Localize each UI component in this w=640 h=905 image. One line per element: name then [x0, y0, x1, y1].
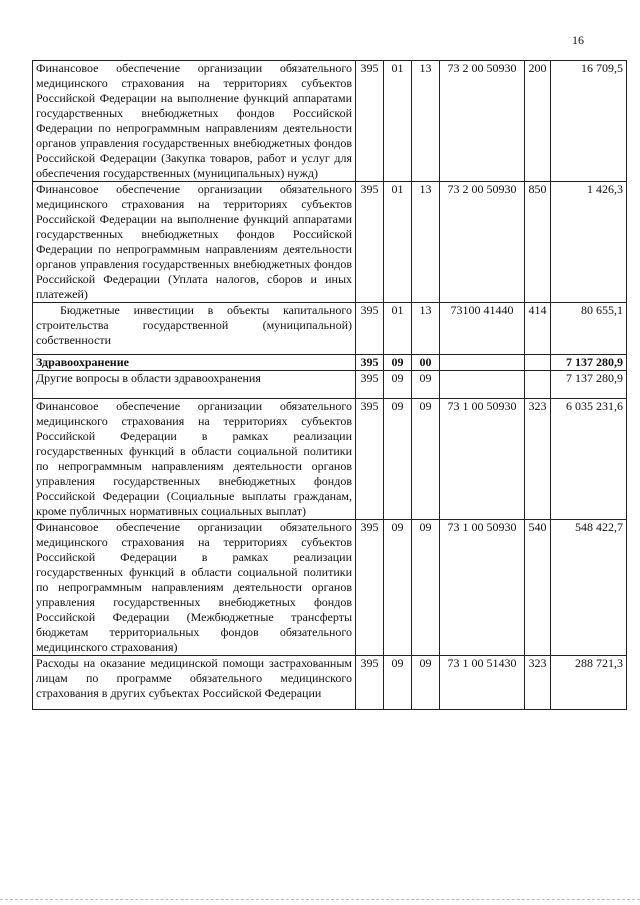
row-target: 73 1 00 50930 — [440, 520, 525, 656]
row-subsection: 13 — [412, 182, 440, 303]
row-code: 395 — [356, 355, 384, 371]
row-name: Финансовое обеспечение организации обязательного медицинского страхования на территориях субъектов Российской Федерации на выполнение функций аппаратами государственных внебюджетных фондов Российской Федерации по непрограммным направлениям деятельности органов управления государственных внебюджетных фондов Российской Федерации (Уплата налогов, сборов и иных платежей) — [33, 182, 356, 303]
row-name: Расходы на оказание медицинской помощи застрахованным лицам по программе обязательного медицинского страхования в других субъектах Российской Федерации — [33, 656, 356, 710]
page-number: 16 — [572, 33, 584, 47]
row-name: Финансовое обеспечение организации обязательного медицинского страхования на территориях субъектов Российской Федерации на выполнение функций аппаратами государственных внебюджетных фондов Российской Федерации по непрограммным направлениям деятельности органов управления государственных внебюджетных фондов Российской Федерации (Закупка товаров, работ и услуг для обеспечения государственных (муниципальных) нужд) — [33, 61, 356, 182]
row-subsection: 09 — [412, 399, 440, 520]
row-code: 395 — [356, 182, 384, 303]
row-section: 01 — [384, 182, 412, 303]
table-row — [33, 520, 627, 656]
row-name: Финансовое обеспечение организации обязательного медицинского страхования на территориях субъектов Российской Федерации в рамках реализации государственных функций в области социальной политики по непрограммным направлениям деятельности органов управления государственных внебюджетных фондов Российской Федерации (Межбюджетные трансферты бюджетам территориальных фондов обязательного медицинского страхования) — [33, 520, 356, 656]
row-expense-type — [525, 371, 551, 399]
row-expense-type: 200 — [525, 61, 551, 182]
table-row — [33, 656, 627, 710]
row-subsection: 00 — [412, 355, 440, 371]
row-name: Другие вопросы в области здравоохранения — [33, 371, 356, 399]
row-expense-type: 850 — [525, 182, 551, 303]
row-sum: 7 137 280,9 — [551, 371, 627, 399]
row-section: 01 — [384, 61, 412, 182]
table-row — [33, 371, 627, 399]
row-code: 395 — [356, 371, 384, 399]
row-expense-type: 540 — [525, 520, 551, 656]
row-target — [440, 355, 525, 371]
table-row — [33, 303, 627, 355]
row-section: 09 — [384, 371, 412, 399]
row-target — [440, 371, 525, 399]
row-target: 73 1 00 51430 — [440, 656, 525, 710]
row-subsection: 09 — [412, 520, 440, 656]
table-row — [33, 61, 627, 182]
budget-table — [32, 60, 627, 710]
row-expense-type — [525, 355, 551, 371]
row-expense-type: 323 — [525, 656, 551, 710]
row-subsection: 09 — [412, 371, 440, 399]
row-code: 395 — [356, 520, 384, 656]
row-section: 09 — [384, 399, 412, 520]
row-sum: 6 035 231,6 — [551, 399, 627, 520]
row-expense-type: 414 — [525, 303, 551, 355]
row-target: 73 2 00 50930 — [440, 182, 525, 303]
row-sum: 80 655,1 — [551, 303, 627, 355]
row-target: 73 1 00 50930 — [440, 399, 525, 520]
row-section: 09 — [384, 355, 412, 371]
row-name: Здравоохранение — [33, 355, 356, 371]
row-name: Бюджетные инвестиции в объекты капитального строительства государственной (муниципальной) собственности — [33, 303, 356, 355]
row-sum: 548 422,7 — [551, 520, 627, 656]
row-target: 73100 41440 — [440, 303, 525, 355]
scan-edge-marks — [0, 899, 640, 903]
row-sum: 7 137 280,9 — [551, 355, 627, 371]
row-code: 395 — [356, 303, 384, 355]
row-code: 395 — [356, 399, 384, 520]
row-sum: 16 709,5 — [551, 61, 627, 182]
row-section: 09 — [384, 656, 412, 710]
row-section: 09 — [384, 520, 412, 656]
row-code: 395 — [356, 61, 384, 182]
row-name: Финансовое обеспечение организации обязательного медицинского страхования на территориях субъектов Российской Федерации в рамках реализации государственных функций в области социальной политики по непрограммным направлениям деятельности органов управления государственных внебюджетных фондов Российской Федерации (Социальные выплаты гражданам, кроме публичных нормативных социальных выплат) — [33, 399, 356, 520]
row-sum: 1 426,3 — [551, 182, 627, 303]
row-target: 73 2 00 50930 — [440, 61, 525, 182]
table-row — [33, 182, 627, 303]
table-row — [33, 399, 627, 520]
row-code: 395 — [356, 656, 384, 710]
table-row-section-total — [33, 355, 627, 371]
row-section: 01 — [384, 303, 412, 355]
row-expense-type: 323 — [525, 399, 551, 520]
row-subsection: 13 — [412, 61, 440, 182]
row-subsection: 09 — [412, 656, 440, 710]
row-subsection: 13 — [412, 303, 440, 355]
row-sum: 288 721,3 — [551, 656, 627, 710]
